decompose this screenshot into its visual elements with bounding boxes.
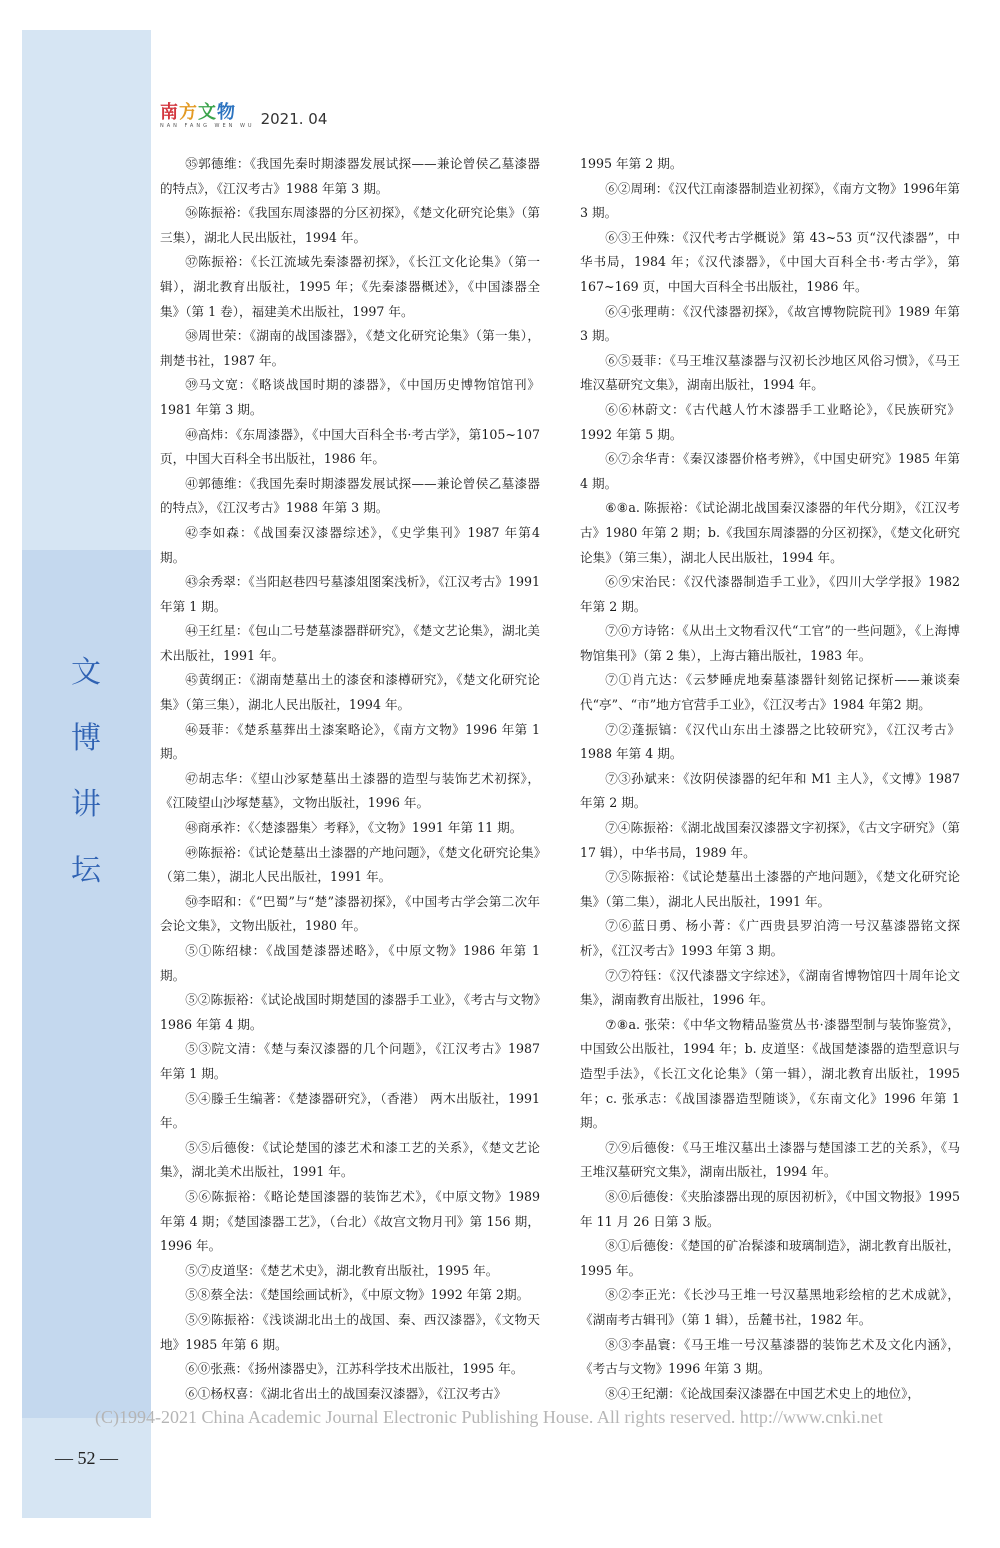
reference-entry: ⑥③王仲殊：《汉代考古学概说》第 43~53 页“汉代漆器”，中华书局，1984 年；《汉代漆器》，《中国大百科全书·考古学》，第 167~169 页，中国大百科全书出版社，1986 年。 bbox=[580, 229, 960, 294]
reference-entry: ⑦②蓬振镐：《汉代山东出土漆器之比较研究》，《江汉考古》1988 年第 4 期。 bbox=[580, 721, 960, 762]
reference-entry: ⑧②李正光：《长沙马王堆一号汉墓黑地彩绘棺的艺术成就》，《湖南考古辑刊》（第 1 辑），岳麓书社，1982 年。 bbox=[580, 1287, 960, 1327]
section-title bbox=[62, 640, 110, 904]
references-right-column bbox=[580, 152, 960, 1406]
reference-entry: ㊲陈振裕：《长江流域先秦漆器初探》，《长江文化论集》（第一辑），湖北教育出版社，1995 年；《先秦漆器概述》，《中国漆器全集》（第 1 卷），福建美术出版社，1997 年。 bbox=[160, 254, 540, 319]
sidebar-band-top bbox=[22, 30, 151, 550]
reference-entry: ㊺黄纲正：《湖南楚墓出土的漆奁和漆樽研究》，《楚文化研究论集》（第三集），湖北人民出版社，1994 年。 bbox=[160, 672, 540, 713]
copyright-watermark: (C)1994-2021 China Academic Journal Electronic Publishing House. All rights reserved. http://www.cnki.net bbox=[95, 1407, 883, 1427]
logo-char: 物 bbox=[217, 102, 236, 123]
journal-logo-cn bbox=[160, 103, 236, 123]
reference-entry: ㊿李昭和：《“巴蜀”与“楚”漆器初探》，《中国考古学会第二次年会论文集》，文物出版社，1980 年。 bbox=[160, 893, 540, 934]
reference-entry: ⑦①肖亢达：《云梦睡虎地秦墓漆器针刻铭记探析——兼谈秦代“亭”、“市”地方官营手工业》，《江汉考古》1984 年第2 期。 bbox=[580, 672, 960, 713]
reference-entry: ⑥②周琍：《汉代江南漆器制造业初探》，《南方文物》1996年第 3 期。 bbox=[580, 180, 960, 221]
references-left-column bbox=[160, 152, 540, 1406]
reference-entry: 1995 年第 2 期。 bbox=[580, 156, 683, 171]
reference-entry: ⑤⑨陈振裕：《浅谈湖北出土的战国、秦、西汉漆器》，《文物天地》1985 年第 6 期。 bbox=[160, 1311, 540, 1352]
section-title-char: 文 bbox=[71, 655, 101, 690]
reference-entry: ⑤⑤后德俊：《试论楚国的漆艺术和漆工艺的关系》，《楚文艺论集》，湖北美术出版社，1991 年。 bbox=[160, 1139, 540, 1180]
reference-entry: ㊴马文宽：《略谈战国时期的漆器》，《中国历史博物馆馆刊》1981 年第 3 期。 bbox=[160, 377, 540, 417]
reference-entry: ⑤⑥陈振裕：《略论楚国漆器的装饰艺术》，《中原文物》1989 年第 4 期；《楚国漆器工艺》，（台北）《故宫文物月刊》第 156 期，1996 年。 bbox=[160, 1188, 540, 1254]
reference-entry: ⑤⑦皮道坚：《楚艺术史》，湖北教育出版社，1995 年。 bbox=[185, 1262, 499, 1278]
reference-entry: ⑧③李晶寰：《马王堆一号汉墓漆器的装饰艺术及文化内涵》，《考古与文物》1996 年第 3 期。 bbox=[580, 1336, 960, 1377]
page-number: — 52 — bbox=[55, 1448, 118, 1468]
reference-entry: ㊼胡志华：《望山沙冢楚墓出土漆器的造型与装饰艺术初探》，《江陵望山沙塚楚墓》，文物出版社，1996 年。 bbox=[160, 770, 540, 811]
reference-entry: ⑤④滕壬生编著：《楚漆器研究》，（香港） 两木出版社，1991 年。 bbox=[160, 1090, 540, 1131]
reference-entry: ⑧④王纪潮：《论战国秦汉漆器在中国艺术史上的地位》， bbox=[605, 1385, 921, 1401]
reference-entry: ⑦④陈振裕：《湖北战国秦汉漆器文字初探》，《古文字研究》（第 17 辑），中华书局，1989 年。 bbox=[580, 820, 960, 860]
reference-entry: ⑦⑨后德俊：《马王堆汉墓出土漆器与楚国漆工艺的关系》，《马王堆汉墓研究文集》，湖南出版社，1994 年。 bbox=[580, 1139, 960, 1180]
reference-entry: ㊽商承祚：《〈楚漆器集〉考释》，《文物》1991 年第 11 期。 bbox=[185, 820, 523, 836]
reference-entry: ㊵高炜：《东周漆器》，《中国大百科全书·考古学》，第105~107 页，中国大百科全书出版社，1986 年。 bbox=[160, 426, 540, 467]
reference-entry: ㊳周世荣：《湖南的战国漆器》，《楚文化研究论集》（第一集），荆楚书社，1987 年。 bbox=[160, 328, 540, 368]
reference-entry: ⑦⑥蓝日勇、杨小菁：《广西贵县罗泊湾一号汉墓漆器铭文探析》，《江汉考古》1993 年第 3 期。 bbox=[580, 918, 960, 958]
reference-entry: ⑧⓪后德俊：《夹胎漆器出现的原因初析》，《中国文物报》1995 年 11 月 26 日第 3 版。 bbox=[580, 1188, 960, 1229]
reference-entry: ⑦⓪方诗铭：《从出土文物看汉代“工官”的一些问题》，《上海博物馆集刊》（第 2 集），上海古籍出版社，1983 年。 bbox=[580, 623, 960, 663]
reference-entry: ⑧①后德俊：《楚国的矿冶髹漆和玻璃制造》，湖北教育出版社，1995 年。 bbox=[580, 1238, 960, 1278]
reference-entry: ㊶郭德维：《我国先秦时期漆器发展试探——兼论曾侯乙墓漆器的特点》，《江汉考古》1988 年第 3 期。 bbox=[160, 475, 540, 516]
running-header bbox=[160, 100, 327, 130]
reference-entry: ⑦③孙斌来：《汝阴侯漆器的纪年和 M1 主人》，《文博》1987 年第 2 期。 bbox=[580, 770, 960, 811]
logo-char: 文 bbox=[198, 102, 217, 123]
section-title-char: 博 bbox=[71, 721, 101, 756]
reference-entry: ⑤③院文清：《楚与秦汉漆器的几个问题》，《江汉考古》1987 年第 1 期。 bbox=[160, 1041, 540, 1081]
reference-entry: ⑦⑧a. 张荣：《中华文物精品鉴赏丛书·漆器型制与装饰鉴赏》，中国致公出版社，1994 年；b. 皮道坚：《战国楚漆器的造型意识与造型手法》，《长江文化论集》（第一辑），湖北教育出版社，1995 年；c. 张承志：《战国漆器造型随谈》，《东南文化》1996 年第 1 期。 bbox=[580, 1016, 960, 1131]
issue-number: 2021. 04 bbox=[260, 110, 328, 128]
reference-entry: ⑥⑨宋治民：《汉代漆器制造手工业》，《四川大学学报》1982 年第 2 期。 bbox=[580, 574, 960, 614]
reference-entry: ⑥⑦余华青：《秦汉漆器价格考辨》，《中国史研究》1985 年第 4 期。 bbox=[580, 451, 960, 491]
reference-entry: ⑥⑥林蔚文：《古代越人竹木漆器手工业略论》，《民族研究》1992 年第 5 期。 bbox=[580, 401, 960, 442]
reference-entry: ⑤⑧蔡全法：《楚国绘画试析》，《中原文物》1992 年第 2期。 bbox=[185, 1287, 530, 1303]
reference-entry: ⑤②陈振裕：《试论战国时期楚国的漆器手工业》，《考古与文物》1986 年第 4 期。 bbox=[160, 992, 540, 1032]
reference-entry: ⑦⑤陈振裕：《试论楚墓出土漆器的产地问题》，《楚文化研究论集》（第二集），湖北人民出版社，1991 年。 bbox=[580, 869, 960, 909]
reference-entry: ⑥④张理萌：《汉代漆器初探》，《故宫博物院院刊》1989 年第 3 期。 bbox=[580, 303, 960, 344]
journal-logo-en: NAN FANG WEN WU bbox=[160, 123, 255, 129]
journal-logo bbox=[160, 103, 255, 130]
reference-entry: ⑥⑧a. 陈振裕：《试论湖北战国秦汉漆器的年代分期》，《江汉考古》1980 年第 2 期；b.《我国东周漆器的分区初探》，《楚文化研究论集》（第三集），湖北人民出版社，1994 年。 bbox=[580, 500, 960, 565]
reference-entry: ⑥①杨权喜：《湖北省出土的战国秦汉漆器》，《江汉考古》 bbox=[185, 1385, 507, 1401]
reference-entry: ㊻聂菲：《楚系墓葬出土漆案略论》，《南方文物》1996 年第 1 期。 bbox=[160, 721, 540, 762]
section-title-char: 讲 bbox=[71, 787, 101, 822]
reference-entry: ⑦⑦符钰：《汉代漆器文字综述》，《湖南省博物馆四十周年论文集》，湖南教育出版社，1996 年。 bbox=[580, 967, 960, 1008]
reference-entry: ㊷李如森：《战国秦汉漆器综述》，《史学集刊》1987 年第4 期。 bbox=[160, 524, 540, 565]
section-title-char: 坛 bbox=[71, 853, 101, 888]
reference-entry: ⑤①陈绍棣：《战国楚漆器述略》，《中原文物》1986 年第 1期。 bbox=[160, 943, 540, 983]
reference-entry: ㉟郭德维：《我国先秦时期漆器发展试探——兼论曾侯乙墓漆器的特点》，《江汉考古》1988 年第 3 期。 bbox=[160, 156, 540, 196]
reference-entry: ⑥⓪张燕：《扬州漆器史》，江苏科学技术出版社，1995 年。 bbox=[185, 1361, 524, 1377]
reference-entry: ㊾陈振裕：《试论楚墓出土漆器的产地问题》，《楚文化研究论集》（第二集），湖北人民出版社，1991 年。 bbox=[160, 844, 540, 885]
reference-entry: ㊸余秀翠：《当阳赵巷四号墓漆俎图案浅析》，《江汉考古》1991 年第 1 期。 bbox=[160, 574, 540, 614]
reference-entry: ㊹王红星：《包山二号楚墓漆器群研究》，《楚文艺论集》，湖北美术出版社，1991 年。 bbox=[160, 623, 540, 663]
logo-char: 南 bbox=[160, 102, 179, 123]
reference-entry: ㊱陈振裕：《我国东周漆器的分区初探》，《楚文化研究论集》（第三集），湖北人民出版社，1994 年。 bbox=[160, 205, 540, 245]
reference-entry: ⑥⑤聂菲：《马王堆汉墓漆器与汉初长沙地区风俗习惯》，《马王堆汉墓研究文集》，湖南出版社，1994 年。 bbox=[580, 352, 960, 393]
logo-char: 方 bbox=[179, 102, 198, 123]
